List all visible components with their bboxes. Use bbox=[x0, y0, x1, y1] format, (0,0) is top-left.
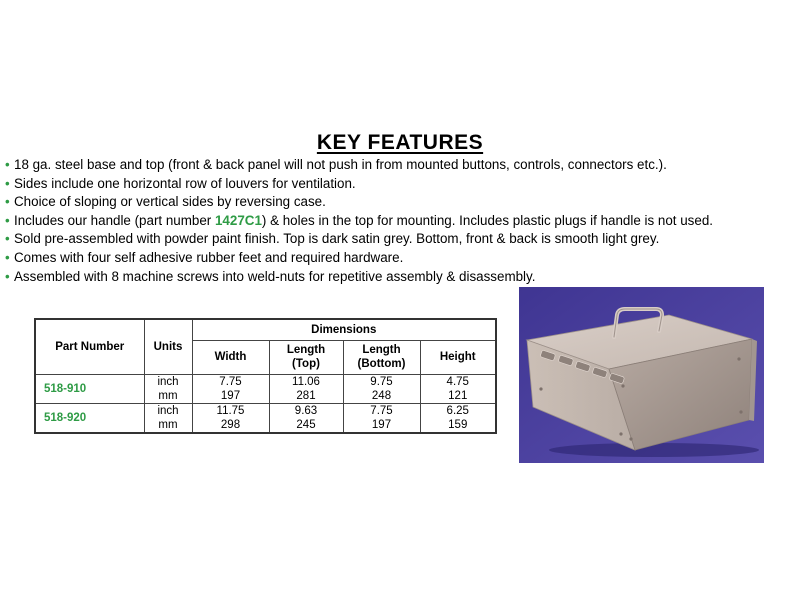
table-row bbox=[36, 403, 495, 418]
page-title: KEY FEATURES bbox=[316, 131, 484, 154]
header-length-bottom: Length (Bottom) bbox=[343, 340, 420, 374]
product-photo bbox=[519, 287, 764, 463]
part-number-cell: 518-910 bbox=[36, 374, 144, 403]
bullet-icon: • bbox=[5, 231, 10, 247]
length-top-cell: 9.63 bbox=[269, 403, 343, 418]
header-height: Height bbox=[420, 340, 495, 374]
units-cell: mm bbox=[144, 389, 192, 404]
length-bottom-cell: 7.75 bbox=[343, 403, 420, 418]
features-list bbox=[5, 156, 795, 286]
bullet-icon: • bbox=[5, 268, 10, 284]
length-top-cell: 281 bbox=[269, 389, 343, 404]
bullet-icon: • bbox=[5, 212, 10, 228]
feature-item: • Sold pre-assembled with powder paint finish. Top is dark satin grey. Bottom, front & back is smooth light grey. bbox=[5, 230, 795, 249]
length-top-cell: 245 bbox=[269, 418, 343, 432]
table-row bbox=[36, 374, 495, 389]
feature-item: • Sides include one horizontal row of louvers for ventilation. bbox=[5, 175, 795, 194]
bullet-icon: • bbox=[5, 175, 10, 191]
height-cell: 6.25 bbox=[446, 404, 469, 417]
height-cell: 121 bbox=[420, 389, 495, 404]
length-bottom-cell: 197 bbox=[343, 418, 420, 432]
bullet-icon: • bbox=[5, 157, 10, 172]
width-cell: 298 bbox=[192, 418, 269, 432]
header-dimensions: Dimensions bbox=[192, 320, 495, 340]
part-number-cell: 518-920 bbox=[36, 403, 144, 432]
width-cell: 197 bbox=[192, 389, 269, 404]
length-bottom-cell: 248 bbox=[343, 389, 420, 404]
units-cell: inch bbox=[144, 403, 192, 418]
length-top-cell: 11.06 bbox=[269, 374, 343, 389]
units-cell: inch bbox=[144, 374, 192, 389]
width-cell: 11.75 bbox=[192, 403, 269, 418]
height-cell: 4.75 bbox=[446, 375, 469, 388]
height-cell: 159 bbox=[448, 418, 468, 431]
feature-item: • Assembled with 8 machine screws into weld-nuts for repetitive assembly & disassembly. bbox=[5, 268, 795, 287]
header-part-number: Part Number bbox=[36, 320, 144, 374]
header-units: Units bbox=[144, 320, 192, 374]
header-width: Width bbox=[192, 340, 269, 374]
bullet-icon: • bbox=[5, 249, 10, 265]
feature-item: • 18 ga. steel base and top (front & back panel will not push in from mounted buttons, controls, connectors etc.). bbox=[5, 156, 795, 175]
units-cell: mm bbox=[144, 418, 192, 432]
length-bottom-cell: 9.75 bbox=[343, 374, 420, 389]
feature-item: • Choice of sloping or vertical sides by reversing case. bbox=[5, 193, 795, 212]
width-cell: 7.75 bbox=[192, 374, 269, 389]
handle-part-number: 1427C1 bbox=[214, 212, 262, 228]
header-length-top: Length (Top) bbox=[269, 340, 343, 374]
feature-item: • Includes our handle (part number 1427C1) & holes in the top for mounting. Includes plastic plugs if handle is not used. bbox=[5, 212, 795, 231]
bullet-icon: • bbox=[5, 194, 10, 210]
feature-item: • Comes with four self adhesive rubber feet and required hardware. bbox=[5, 249, 795, 268]
dimensions-table bbox=[36, 320, 495, 432]
enclosure-image bbox=[519, 287, 764, 463]
